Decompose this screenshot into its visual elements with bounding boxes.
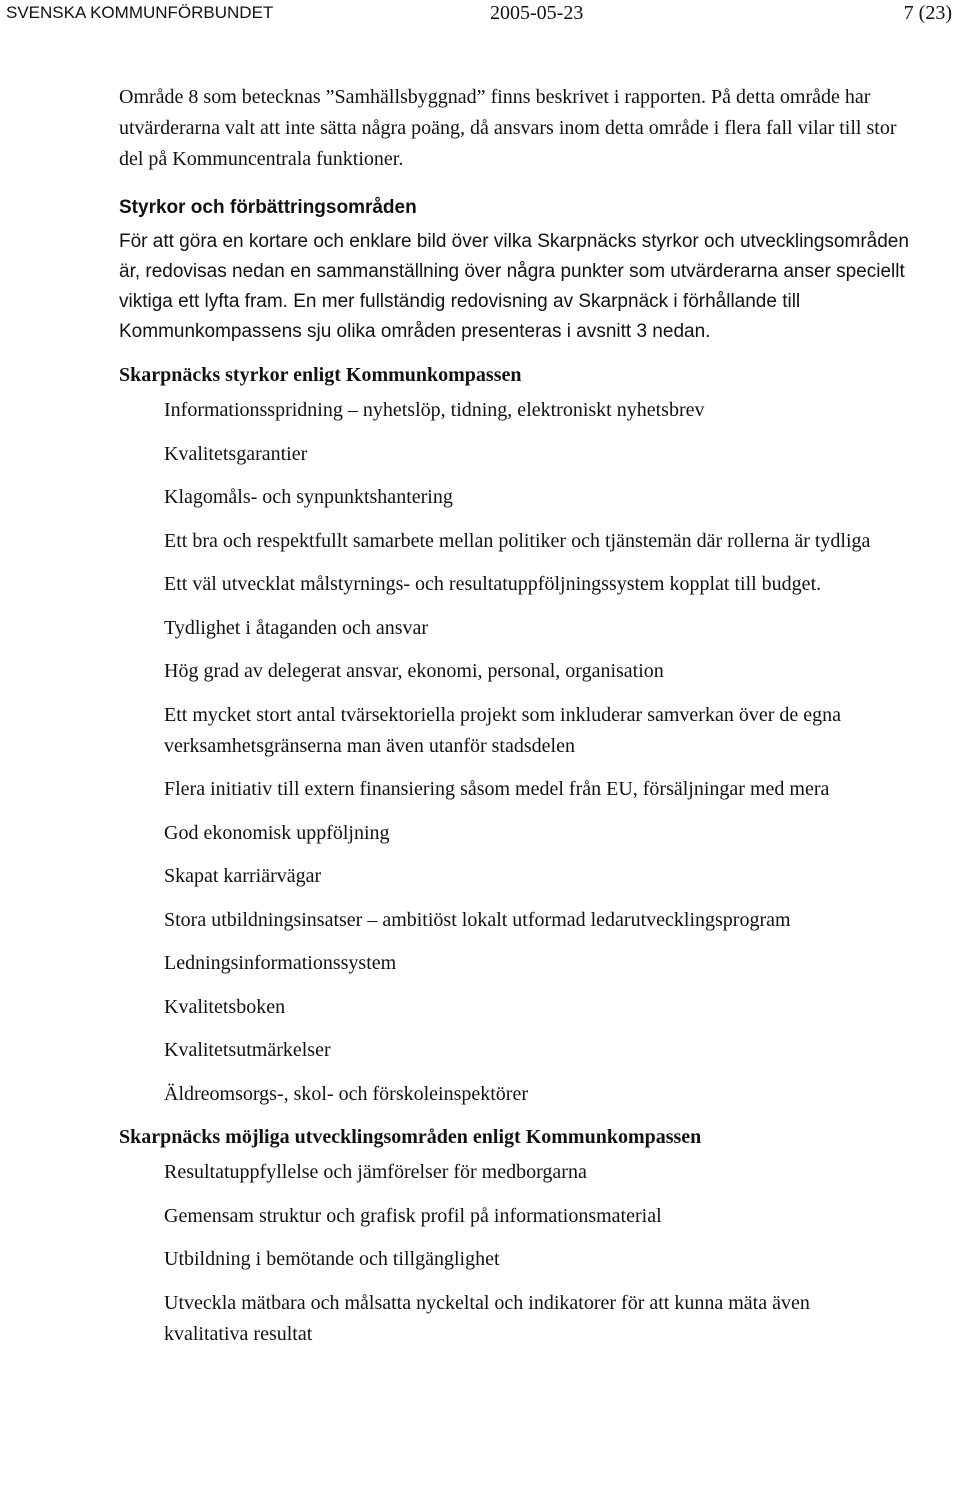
list-item: Hög grad av delegerat ansvar, ekonomi, personal, organisation — [164, 660, 664, 682]
list-item: Utbildning i bemötande och tillgänglighet — [164, 1248, 500, 1270]
intro-paragraph: Område 8 som betecknas ”Samhällsbyggnad” finns beskrivet i rapporten. På detta område har utvärderarna valt att inte sätta några poäng, då ansvars inom detta område i flera fall vilar till stor del på Kommuncentrala funktioner. — [119, 86, 897, 170]
list-item: God ekonomisk uppföljning — [164, 821, 390, 844]
list-item: Stora utbildningsinsatser – ambitiöst lokalt utformad ledarutvecklingsprogram — [164, 908, 791, 931]
list-item: Ett bra och respektfullt samarbete mellan politiker och tjänstemän där rollerna är tydliga — [164, 529, 871, 552]
improvements-heading: Skarpnäcks möjliga utvecklingsområden enligt Kommunkompassen — [119, 1126, 702, 1148]
list-item: Tydlighet i åtaganden och ansvar — [164, 616, 429, 639]
page-header — [0, 0, 960, 26]
list-item: Ett mycket stort antal tvärsektoriella projekt som inkluderar samverkan över de egna verksamhetsgränserna man även utanför stadsdelen — [164, 703, 841, 757]
header-organization: SVENSKA KOMMUNFÖRBUNDET — [6, 3, 274, 22]
list-item: Äldreomsorgs-, skol- och förskoleinspektörer — [164, 1082, 529, 1105]
list-item: Flera initiativ till extern finansiering såsom medel från EU, försäljningar med mera — [164, 778, 830, 800]
list-item: Skapat karriärvägar — [164, 865, 322, 887]
section-paragraph: För att göra en kortare och enklare bild över vilka Skarpnäcks styrkor och utvecklingsområden är, redovisas nedan en sammanställning över några punkter som utvärderarna anser speciellt viktiga ett lyfta fram. En mer fullständig redovisning av Skarpnäck i förhållande till Kommunkompassens sju olika områden presenteras i avsnitt 3 nedan. — [119, 231, 909, 342]
header-page-number: 7 (23) — [903, 2, 952, 24]
strengths-heading: Skarpnäcks styrkor enligt Kommunkompassen — [119, 364, 522, 386]
list-item: Ledningsinformationssystem — [164, 952, 397, 974]
list-item: Utveckla mätbara och målsatta nyckeltal och indikatorer för att kunna mäta även kvalitativa resultat — [164, 1291, 810, 1345]
list-item: Informationsspridning – nyhetslöp, tidning, elektroniskt nyhetsbrev — [164, 399, 705, 421]
list-item: Kvalitetsboken — [164, 995, 286, 1018]
list-item: Resultatuppfyllelse och jämförelser för medborgarna — [164, 1161, 587, 1183]
strengths-list — [119, 395, 919, 1110]
list-item: Ett väl utvecklat målstyrnings- och resultatuppföljningssystem kopplat till budget. — [164, 573, 822, 595]
section-heading: Styrkor och förbättringsområden — [119, 197, 417, 218]
improvements-list — [119, 1157, 919, 1350]
list-item: Klagomåls- och synpunktshantering — [164, 486, 453, 508]
document-body — [119, 82, 919, 1362]
list-item: Kvalitetsutmärkelser — [164, 1039, 331, 1061]
list-item: Kvalitetsgarantier — [164, 442, 308, 465]
list-item: Gemensam struktur och grafisk profil på informationsmaterial — [164, 1204, 662, 1227]
header-date: 2005-05-23 — [490, 2, 584, 24]
